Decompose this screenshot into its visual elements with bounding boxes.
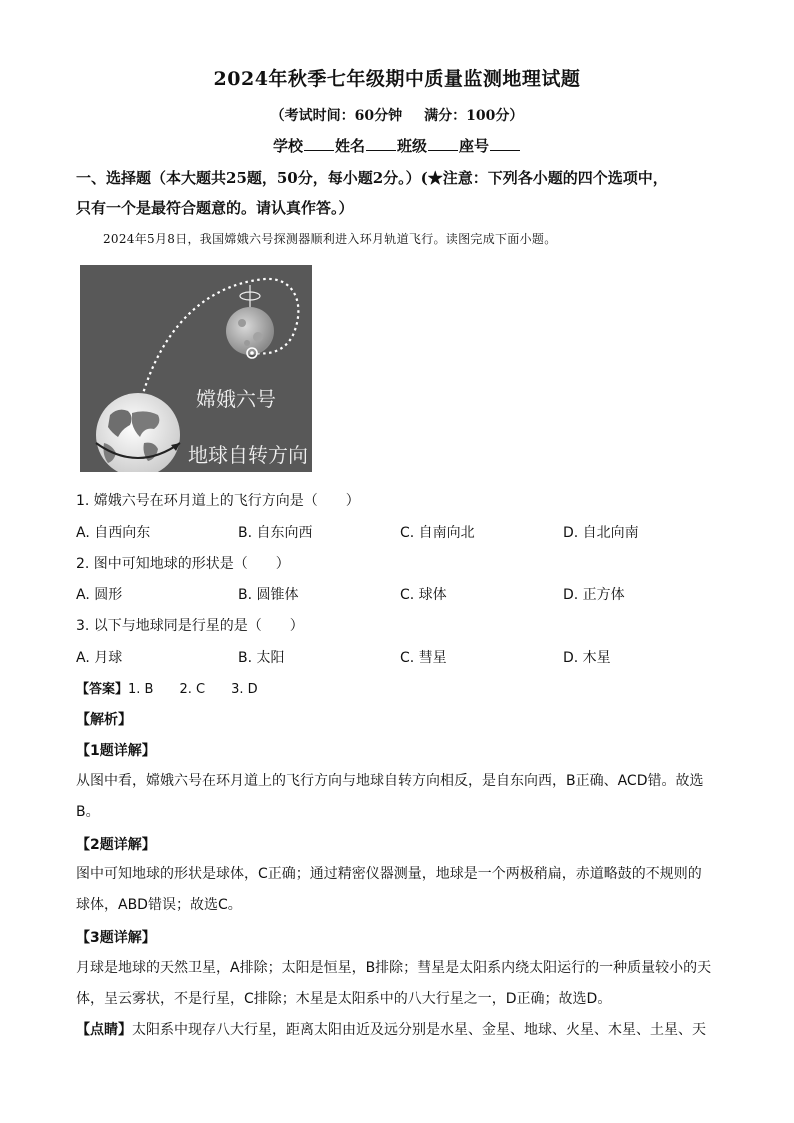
full-score: 满分：100分） <box>424 108 524 124</box>
probe-label: 嫦娥六号 <box>196 387 276 411</box>
exam-time-score <box>0 105 794 125</box>
school-blank[interactable] <box>304 136 334 151</box>
answer-line <box>76 678 258 697</box>
detail-3-line-1: 月球是地球的天然卫星，A排除；太阳是恒星，B排除；彗星是太阳系内绕太阳运行的一种质量较小的天 <box>76 960 712 976</box>
question-3-stem: 3. 以下与地球同是行星的是（ ） <box>76 618 304 634</box>
question-1-option-a[interactable]: A. 自西向东 <box>76 525 151 541</box>
detail-3-line-2: 体，呈云雾状，不是行星，C排除；木星是太阳系中的八大行星之一，D正确；故选D。 <box>76 991 612 1007</box>
question-2-option-c[interactable]: C. 球体 <box>400 587 447 603</box>
detail-1-label: 【1题详解】 <box>76 743 156 759</box>
question-3-option-d[interactable]: D. 木星 <box>563 650 611 666</box>
section-heading-line2: 只有一个是最符合题意的。请认真作答。） <box>76 199 354 217</box>
page-title: 2024年秋季七年级期中质量监测地理试题 <box>213 68 581 90</box>
question-2-option-d[interactable]: D. 正方体 <box>563 587 625 603</box>
chang-e-6-figure <box>80 265 312 472</box>
detail-3-label: 【3题详解】 <box>76 930 156 946</box>
question-2-stem: 2. 图中可知地球的形状是（ ） <box>76 556 290 572</box>
detail-2-label: 【2题详解】 <box>76 837 156 853</box>
class-blank[interactable] <box>428 136 458 151</box>
detail-2-line-1: 图中可知地球的形状是球体，C正确；通过精密仪器测量，地球是一个两极稍扁，赤道略鼓的不规则的 <box>76 866 702 882</box>
question-1-option-c[interactable]: C. 自南向北 <box>400 525 475 541</box>
detail-1-line-1: 从图中看，嫦娥六号在环月道上的飞行方向与地球自转方向相反，是自东向西，B正确、ACD错。故选 <box>76 773 704 789</box>
orbit-illustration <box>80 265 312 472</box>
tip-label: 【点睛】 <box>76 1022 132 1038</box>
analysis-label: 【解析】 <box>76 712 132 728</box>
detail-1-line-2: B。 <box>76 804 100 820</box>
section-heading-line1: 一、选择题（本大题共25题，50分，每小题2分。）(★注意：下列各小题的四个选项中， <box>76 169 668 187</box>
question-2-option-a[interactable]: A. 圆形 <box>76 587 123 603</box>
exam-time: （考试时间：60分钟 <box>270 108 403 124</box>
name-label: 姓名 <box>334 137 365 155</box>
tip-line <box>76 1014 721 1046</box>
answer-values: 1. B 2. C 3. D <box>128 682 258 697</box>
seat-label: 座号 <box>459 137 490 155</box>
school-label: 学校 <box>272 137 303 155</box>
detail-2-line-2: 球体，ABD错误；故选C。 <box>76 897 242 913</box>
seat-blank[interactable] <box>490 136 520 151</box>
answer-label: 【答案】 <box>76 682 129 697</box>
tip-text: 太阳系中现存八大行星，距离太阳由近及远分别是水星、金星、地球、火星、木星、土星、天 <box>132 1022 706 1038</box>
rotation-label: 地球自转方向 <box>188 443 308 467</box>
question-1-option-b[interactable]: B. 自东向西 <box>238 525 313 541</box>
class-label: 班级 <box>397 137 428 155</box>
question-1-stem: 1. 嫦娥六号在环月道上的飞行方向是（ ） <box>76 493 360 509</box>
student-info-line <box>0 135 794 156</box>
question-2-option-b[interactable]: B. 圆锥体 <box>238 587 299 603</box>
question-3-option-c[interactable]: C. 彗星 <box>400 650 447 666</box>
question-3-option-a[interactable]: A. 月球 <box>76 650 123 666</box>
question-3-option-b[interactable]: B. 太阳 <box>238 650 285 666</box>
question-intro: 2024年5月8日，我国嫦娥六号探测器顺利进入环月轨道飞行。读图完成下面小题。 <box>103 232 557 246</box>
name-blank[interactable] <box>366 136 396 151</box>
question-1-option-d[interactable]: D. 自北向南 <box>563 525 639 541</box>
